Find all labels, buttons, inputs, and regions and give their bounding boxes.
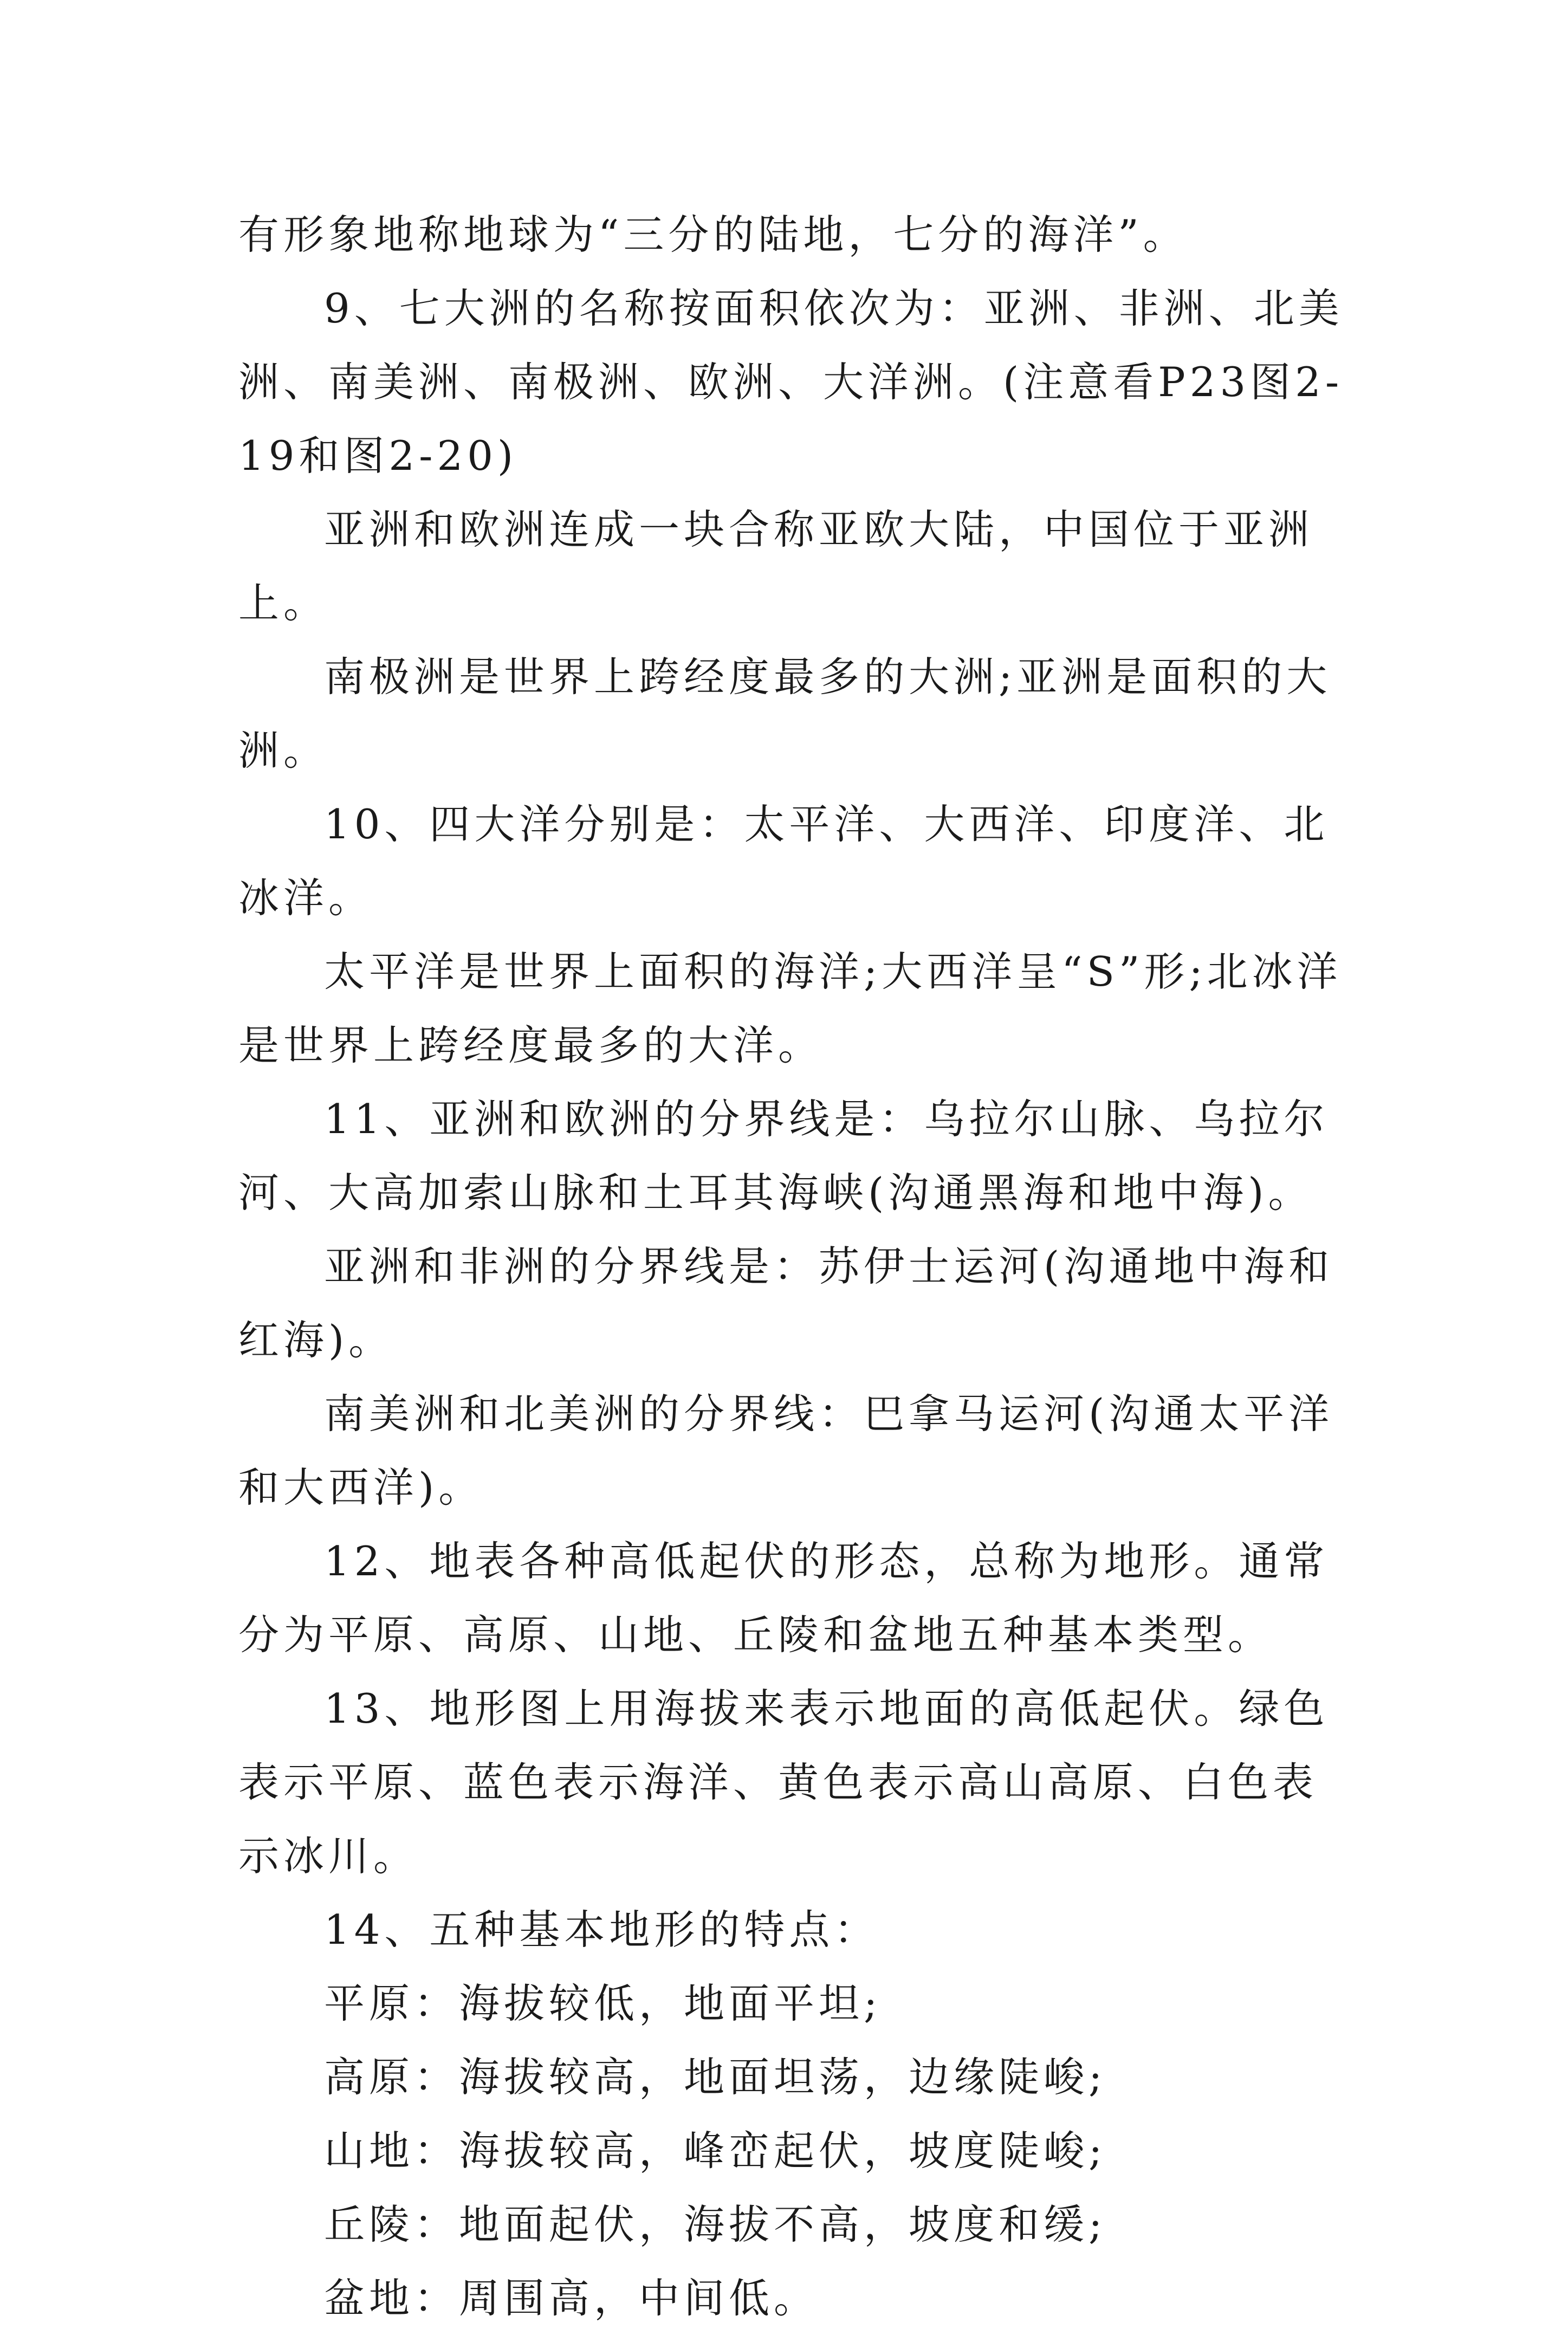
paragraph-seven-continents: 9、七大洲的名称按面积依次为：亚洲、非洲、北美洲、南美洲、南极洲、欧洲、大洋洲。(注意看P23图2-19和图2-20)	[238, 284, 1344, 480]
paragraph-four-oceans: 10、四大洋分别是：太平洋、大西洋、印度洋、北冰洋。	[238, 800, 1329, 922]
paragraph-landform-features: 14、五种基本地形的特点：	[324, 1906, 879, 1954]
paragraph-eurasia: 亚洲和欧洲连成一块合称亚欧大陆，中国位于亚洲上。	[238, 506, 1314, 627]
paragraph-basin: 盆地：周围高，中间低。	[324, 2274, 819, 2322]
paragraph-landforms: 12、地表各种高低起伏的形态，总称为地形。通常分为平原、高原、山地、丘陵和盆地五种基本类型。	[238, 1537, 1329, 1659]
paragraph-hills: 丘陵：地面起伏，海拔不高，坡度和缓;	[324, 2201, 1107, 2248]
paragraph-ocean-facts: 太平洋是世界上面积的海洋;大西洋呈“S”形;北冰洋是世界上跨经度最多的大洋。	[238, 948, 1342, 1069]
paragraph-plain: 平原：海拔较低，地面平坦;	[324, 1980, 882, 2027]
paragraph-earth-land-ocean: 有形象地称地球为“三分的陆地，七分的海洋”。	[238, 211, 1188, 258]
paragraph-asia-africa-boundary: 亚洲和非洲的分界线是：苏伊士运河(沟通地中海和红海)。	[238, 1243, 1334, 1364]
paragraph-antarctica-asia: 南极洲是世界上跨经度最多的大洲;亚洲是面积的大洲。	[238, 653, 1332, 774]
paragraph-mountain: 山地：海拔较高，峰峦起伏，坡度陡峻;	[324, 2127, 1107, 2175]
paragraph-plateau: 高原：海拔较高，地面坦荡，边缘陡峻;	[324, 2053, 1107, 2101]
paragraph-americas-boundary: 南美洲和北美洲的分界线：巴拿马运河(沟通太平洋和大西洋)。	[238, 1390, 1334, 1511]
document-body	[238, 198, 1344, 2335]
paragraph-asia-europe-boundary: 11、亚洲和欧洲的分界线是：乌拉尔山脉、乌拉尔河、大高加索山脉和土耳其海峡(沟通黑海和地中海)。	[238, 1095, 1329, 1217]
paragraph-topographic-map: 13、地形图上用海拔来表示地面的高低起伏。绿色表示平原、蓝色表示海洋、黄色表示高山高原、白色表示冰川。	[238, 1685, 1329, 1880]
